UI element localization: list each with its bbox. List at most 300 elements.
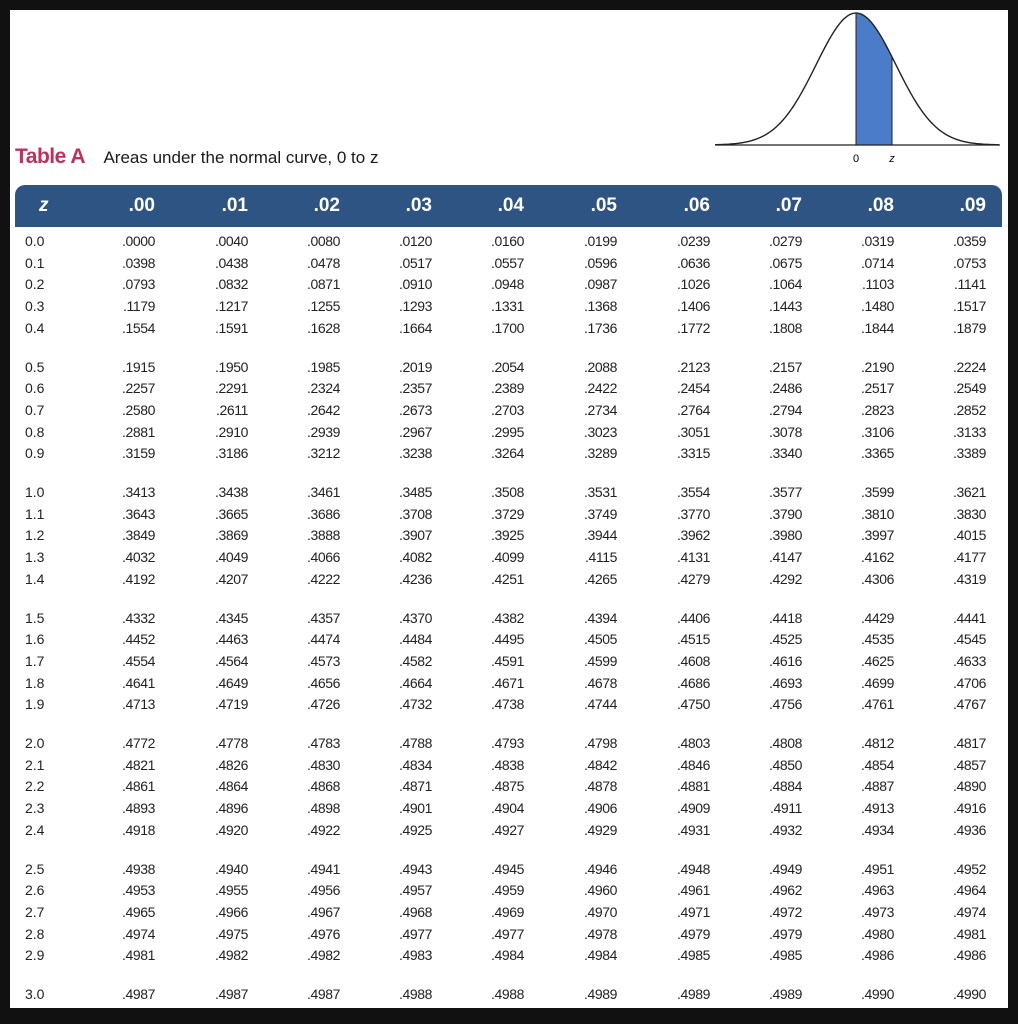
area-value: .0596 [583, 254, 617, 271]
area-value: .1591 [214, 319, 248, 336]
area-value: .3340 [768, 445, 802, 462]
column-header: .06 [683, 195, 710, 216]
area-value: .0438 [214, 254, 248, 271]
column-header: .03 [405, 195, 432, 216]
area-value: .2881 [121, 423, 155, 440]
area-value: .2486 [768, 380, 802, 397]
area-value: .3389 [952, 445, 986, 462]
z-value: 1.5 [25, 609, 45, 626]
area-value: .0199 [583, 233, 617, 249]
z-value: 2.1 [25, 756, 45, 773]
area-value: .4357 [306, 609, 340, 626]
area-value: .4793 [490, 735, 524, 751]
z-value: 1.3 [25, 549, 45, 566]
area-value: .4963 [860, 882, 894, 899]
area-value: .4871 [398, 778, 432, 795]
column-header-row [15, 185, 1002, 227]
area-value: .4893 [121, 800, 155, 817]
area-value: .4319 [952, 570, 986, 587]
area-value: .4706 [952, 674, 986, 691]
area-value: .3438 [214, 484, 248, 500]
z-value: 1.0 [25, 484, 45, 500]
area-value: .0675 [768, 254, 802, 271]
column-header: .09 [959, 195, 986, 216]
area-value: .1700 [490, 319, 524, 336]
z-value: 0.2 [25, 276, 45, 293]
area-value: .4678 [583, 674, 617, 691]
area-value: .4633 [952, 652, 986, 669]
z-value: 1.4 [25, 570, 45, 587]
area-value: .4971 [676, 903, 710, 920]
area-value: .0636 [676, 254, 710, 271]
area-value: .3665 [214, 505, 248, 522]
area-value: .4934 [860, 821, 894, 838]
area-value: .4192 [121, 570, 155, 587]
shaded-area [856, 13, 892, 145]
area-value: .4949 [768, 860, 802, 877]
area-value: .0557 [490, 254, 524, 271]
column-header: .04 [497, 195, 524, 216]
area-value: .3133 [952, 423, 986, 440]
column-header: .01 [221, 195, 248, 216]
area-value: .3554 [676, 484, 710, 500]
z-value: 2.0 [25, 735, 45, 751]
area-value: .4474 [306, 631, 340, 648]
area-value: .0239 [676, 233, 710, 249]
area-value: .4641 [121, 674, 155, 691]
area-value: .1480 [860, 298, 894, 315]
area-value: .0398 [121, 254, 155, 271]
area-value: .2995 [490, 423, 524, 440]
area-value: .4846 [676, 756, 710, 773]
area-value: .2517 [860, 380, 894, 397]
area-value: .4099 [490, 549, 524, 566]
area-value: .4881 [676, 778, 710, 795]
area-value: .4834 [398, 756, 432, 773]
area-value: .4147 [768, 549, 802, 566]
area-value: .1628 [306, 319, 340, 336]
area-value: .4984 [583, 947, 617, 964]
area-value: .2324 [306, 380, 340, 397]
area-value: .0359 [952, 233, 986, 249]
area-value: .0000 [121, 233, 155, 249]
area-value: .3289 [583, 445, 617, 462]
area-value: .3212 [306, 445, 340, 462]
area-value: .4884 [768, 778, 802, 795]
area-value: .2611 [216, 401, 248, 418]
area-value: .4750 [676, 696, 710, 713]
area-value: .4599 [583, 652, 617, 669]
area-value: .3686 [306, 505, 340, 522]
area-value: .4812 [860, 735, 894, 751]
area-value: .4115 [585, 549, 617, 566]
area-value: .4969 [490, 903, 524, 920]
area-value: .4980 [860, 925, 894, 942]
area-value: .1879 [952, 319, 986, 336]
area-value: .3997 [860, 527, 894, 544]
area-value: .4961 [676, 882, 710, 899]
area-value: .2190 [860, 358, 894, 375]
area-value: .3531 [583, 484, 617, 500]
area-value: .4953 [121, 882, 155, 899]
area-value: .4608 [676, 652, 710, 669]
area-value: .4783 [306, 735, 340, 751]
z-value: 1.2 [25, 527, 45, 544]
area-value: .3790 [768, 505, 802, 522]
area-value: .4671 [490, 674, 524, 691]
area-value: .2734 [583, 401, 617, 418]
area-value: .4986 [952, 947, 986, 964]
area-value: .4868 [306, 778, 340, 795]
area-value: .4988 [398, 986, 432, 1002]
area-value: .0120 [398, 233, 432, 249]
area-value: .4904 [490, 800, 524, 817]
area-value: .4236 [398, 570, 432, 587]
area-value: .2794 [768, 401, 802, 418]
area-value: .4744 [583, 696, 617, 713]
area-value: .4778 [214, 735, 248, 751]
area-value: .0080 [306, 233, 340, 249]
area-value: .2967 [398, 423, 432, 440]
area-value: .3485 [398, 484, 432, 500]
z-value: 0.6 [25, 380, 45, 397]
area-value: .2291 [214, 380, 248, 397]
area-value: .2673 [398, 401, 432, 418]
area-value: .4896 [214, 800, 248, 817]
area-value: .4920 [214, 821, 248, 838]
area-value: .4177 [952, 549, 986, 566]
area-value: .0753 [952, 254, 986, 271]
zero-label: 0 [852, 153, 860, 165]
area-value: .4861 [121, 778, 155, 795]
area-value: .4973 [860, 903, 894, 920]
area-value: .4987 [306, 986, 340, 1002]
area-value: .0160 [490, 233, 524, 249]
area-value: .4693 [768, 674, 802, 691]
area-value: .2642 [306, 401, 340, 418]
z-value: 0.8 [25, 423, 45, 440]
area-value: .4463 [214, 631, 248, 648]
area-value: .3264 [490, 445, 524, 462]
area-value: .4943 [398, 860, 432, 877]
area-value: .4987 [121, 986, 155, 1002]
area-value: .4972 [768, 903, 802, 920]
area-value: .3461 [306, 484, 340, 500]
area-value: .4554 [121, 652, 155, 669]
area-value: .4082 [398, 549, 432, 566]
area-value: .1517 [952, 298, 986, 315]
area-value: .4808 [768, 735, 802, 751]
area-value: .4898 [306, 800, 340, 817]
normal-curve-diagram [710, 10, 1005, 170]
area-value: .4564 [214, 652, 248, 669]
area-value: .4817 [952, 735, 986, 751]
area-value: .4857 [952, 756, 986, 773]
area-value: .4406 [676, 609, 710, 626]
area-value: .4970 [583, 903, 617, 920]
area-value: .4441 [952, 609, 986, 626]
column-header: .00 [128, 195, 155, 216]
area-value: .3962 [676, 527, 710, 544]
area-value: .4756 [768, 696, 802, 713]
area-value: .4983 [398, 947, 432, 964]
area-value: .0832 [214, 276, 248, 293]
area-value: .1554 [121, 319, 155, 336]
area-value: .4901 [398, 800, 432, 817]
area-value: .1736 [583, 319, 617, 336]
area-value: .4525 [768, 631, 802, 648]
area-value: .4251 [490, 570, 524, 587]
area-value: .2910 [214, 423, 248, 440]
area-value: .4938 [121, 860, 155, 877]
area-value: .4909 [676, 800, 710, 817]
area-value: .1064 [768, 276, 802, 293]
table-sheet [10, 10, 1008, 1008]
area-value: .4484 [398, 631, 432, 648]
column-header: .02 [313, 195, 340, 216]
area-value: .2454 [676, 380, 710, 397]
area-value: .3186 [214, 445, 248, 462]
area-value: .4977 [490, 925, 524, 942]
area-value: .4573 [306, 652, 340, 669]
area-value: .2852 [952, 401, 986, 418]
area-value: .4656 [306, 674, 340, 691]
area-value: .2764 [676, 401, 710, 418]
area-value: .4981 [952, 925, 986, 942]
area-value: .1985 [306, 358, 340, 375]
column-header: .08 [867, 195, 894, 216]
area-value: .4982 [214, 947, 248, 964]
z-value: 0.3 [25, 298, 45, 315]
area-value: .1368 [583, 298, 617, 315]
area-value: .3508 [490, 484, 524, 500]
area-value: .1293 [398, 298, 432, 315]
area-value: .2389 [490, 380, 524, 397]
area-value: .4988 [490, 986, 524, 1002]
area-value: .4957 [398, 882, 432, 899]
area-value: .4941 [306, 860, 340, 877]
area-value: .2703 [490, 401, 524, 418]
area-value: .4664 [398, 674, 432, 691]
z-value: 2.9 [25, 947, 45, 964]
area-value: .1217 [214, 298, 248, 315]
area-value: .1406 [676, 298, 710, 315]
z-value: 1.9 [25, 696, 45, 713]
area-value: .2088 [583, 358, 617, 375]
area-value: .3365 [860, 445, 894, 462]
area-value: .4798 [583, 735, 617, 751]
area-value: .2157 [768, 358, 802, 375]
area-value: .2422 [583, 380, 617, 397]
area-value: .2823 [860, 401, 894, 418]
area-value: .4989 [768, 986, 802, 1002]
area-value: .3023 [583, 423, 617, 440]
z-value: 2.4 [25, 821, 45, 838]
area-value: .4959 [490, 882, 524, 899]
z-value: 3.0 [25, 986, 45, 1002]
area-value: .0987 [583, 276, 617, 293]
area-value: .4032 [121, 549, 155, 566]
area-value: .4966 [214, 903, 248, 920]
z-value: 2.6 [25, 882, 45, 899]
area-value: .4975 [214, 925, 248, 942]
area-value: .4495 [490, 631, 524, 648]
area-value: .3810 [860, 505, 894, 522]
z-value: 2.2 [25, 778, 45, 795]
area-value: .4222 [306, 570, 340, 587]
z-column-header: z [39, 195, 49, 216]
area-value: .0040 [214, 233, 248, 249]
area-value: .4990 [952, 986, 986, 1002]
area-value: .4952 [952, 860, 986, 877]
area-value: .3749 [583, 505, 617, 522]
area-value: .4306 [860, 570, 894, 587]
area-value: .4699 [860, 674, 894, 691]
area-value: .4686 [676, 674, 710, 691]
area-value: .4279 [676, 570, 710, 587]
area-value: .4887 [860, 778, 894, 795]
area-value: .4955 [214, 882, 248, 899]
area-value: .3830 [952, 505, 986, 522]
area-value: .3599 [860, 484, 894, 500]
z-value: 0.4 [25, 319, 45, 336]
area-value: .0319 [860, 233, 894, 249]
area-value: .2054 [490, 358, 524, 375]
area-value: .4951 [860, 860, 894, 877]
z-value: 0.7 [25, 401, 45, 418]
area-value: .4292 [768, 570, 802, 587]
area-value: .4985 [768, 947, 802, 964]
area-value: .3078 [768, 423, 802, 440]
area-value: .4911 [770, 800, 802, 817]
area-value: .4066 [306, 549, 340, 566]
area-value: .4974 [952, 903, 986, 920]
area-value: .0793 [121, 276, 155, 293]
area-value: .4978 [583, 925, 617, 942]
area-value: .4505 [583, 631, 617, 648]
z-value: 1.7 [25, 652, 45, 669]
area-value: .4830 [306, 756, 340, 773]
table-caption [15, 145, 378, 169]
area-value: .4964 [952, 882, 986, 899]
area-value: .3621 [952, 484, 986, 500]
area-value: .1026 [676, 276, 710, 293]
area-value: .1915 [121, 358, 155, 375]
area-value: .4864 [214, 778, 248, 795]
area-value: .1443 [768, 298, 802, 315]
area-value: .3907 [398, 527, 432, 544]
area-value: .4732 [398, 696, 432, 713]
area-value: .3051 [676, 423, 710, 440]
z-value: 0.9 [25, 445, 45, 462]
area-value: .3708 [398, 505, 432, 522]
area-value: .4913 [860, 800, 894, 817]
area-value: .4767 [952, 696, 986, 713]
area-value: .4370 [398, 609, 432, 626]
area-value: .3944 [583, 527, 617, 544]
area-value: .2580 [121, 401, 155, 418]
area-value: .4616 [768, 652, 802, 669]
area-value: .3315 [676, 445, 710, 462]
area-value: .4979 [768, 925, 802, 942]
area-value: .4960 [583, 882, 617, 899]
area-value: .1141 [954, 276, 986, 293]
area-value: .3849 [121, 527, 155, 544]
area-value: .4788 [398, 735, 432, 751]
column-header: .07 [775, 195, 802, 216]
area-value: .4649 [214, 674, 248, 691]
area-value: .3770 [676, 505, 710, 522]
area-value: .4535 [860, 631, 894, 648]
area-value: .1103 [862, 276, 894, 293]
area-value: .4878 [583, 778, 617, 795]
area-value: .3888 [306, 527, 340, 544]
area-value: .4207 [214, 570, 248, 587]
area-value: .4131 [676, 549, 710, 566]
area-value: .3413 [121, 484, 155, 500]
area-value: .4946 [583, 860, 617, 877]
area-value: .4974 [121, 925, 155, 942]
area-value: .4875 [490, 778, 524, 795]
area-value: .4345 [214, 609, 248, 626]
area-value: .3869 [214, 527, 248, 544]
caption-text: Areas under the normal curve, 0 to z [103, 148, 379, 167]
area-value: .4719 [214, 696, 248, 713]
area-value: .4591 [490, 652, 524, 669]
area-value: .4803 [676, 735, 710, 751]
z-label: z [889, 153, 895, 165]
area-value: .4015 [952, 527, 986, 544]
area-value: .3980 [768, 527, 802, 544]
area-value: .4936 [952, 821, 986, 838]
z-value: 1.6 [25, 631, 45, 648]
z-value: 0.5 [25, 358, 45, 375]
area-value: .4625 [860, 652, 894, 669]
area-value: .4962 [768, 882, 802, 899]
z-value: 1.8 [25, 674, 45, 691]
area-value: .4838 [490, 756, 524, 773]
area-value: .4989 [676, 986, 710, 1002]
area-value: .3238 [398, 445, 432, 462]
area-value: .1179 [123, 298, 155, 315]
area-value: .3729 [490, 505, 524, 522]
area-value: .4418 [768, 609, 802, 626]
area-value: .2123 [676, 358, 710, 375]
area-value: .4981 [121, 947, 155, 964]
area-value: .4918 [121, 821, 155, 838]
area-value: .3577 [768, 484, 802, 500]
area-value: .4890 [952, 778, 986, 795]
area-value: .1255 [306, 298, 340, 315]
area-value: .4985 [676, 947, 710, 964]
area-value: .4965 [121, 903, 155, 920]
area-value: .0910 [398, 276, 432, 293]
z-value: 2.8 [25, 925, 45, 942]
table-label: Table A [15, 145, 86, 168]
area-value: .4713 [121, 696, 155, 713]
area-value: .3925 [490, 527, 524, 544]
area-value: .0517 [398, 254, 432, 271]
area-value: .4925 [398, 821, 432, 838]
area-value: .4922 [306, 821, 340, 838]
area-value: .4986 [860, 947, 894, 964]
area-value: .4382 [490, 609, 524, 626]
area-value: .2549 [952, 380, 986, 397]
area-value: .4826 [214, 756, 248, 773]
area-value: .2357 [398, 380, 432, 397]
area-value: .4927 [490, 821, 524, 838]
area-value: .0948 [490, 276, 524, 293]
